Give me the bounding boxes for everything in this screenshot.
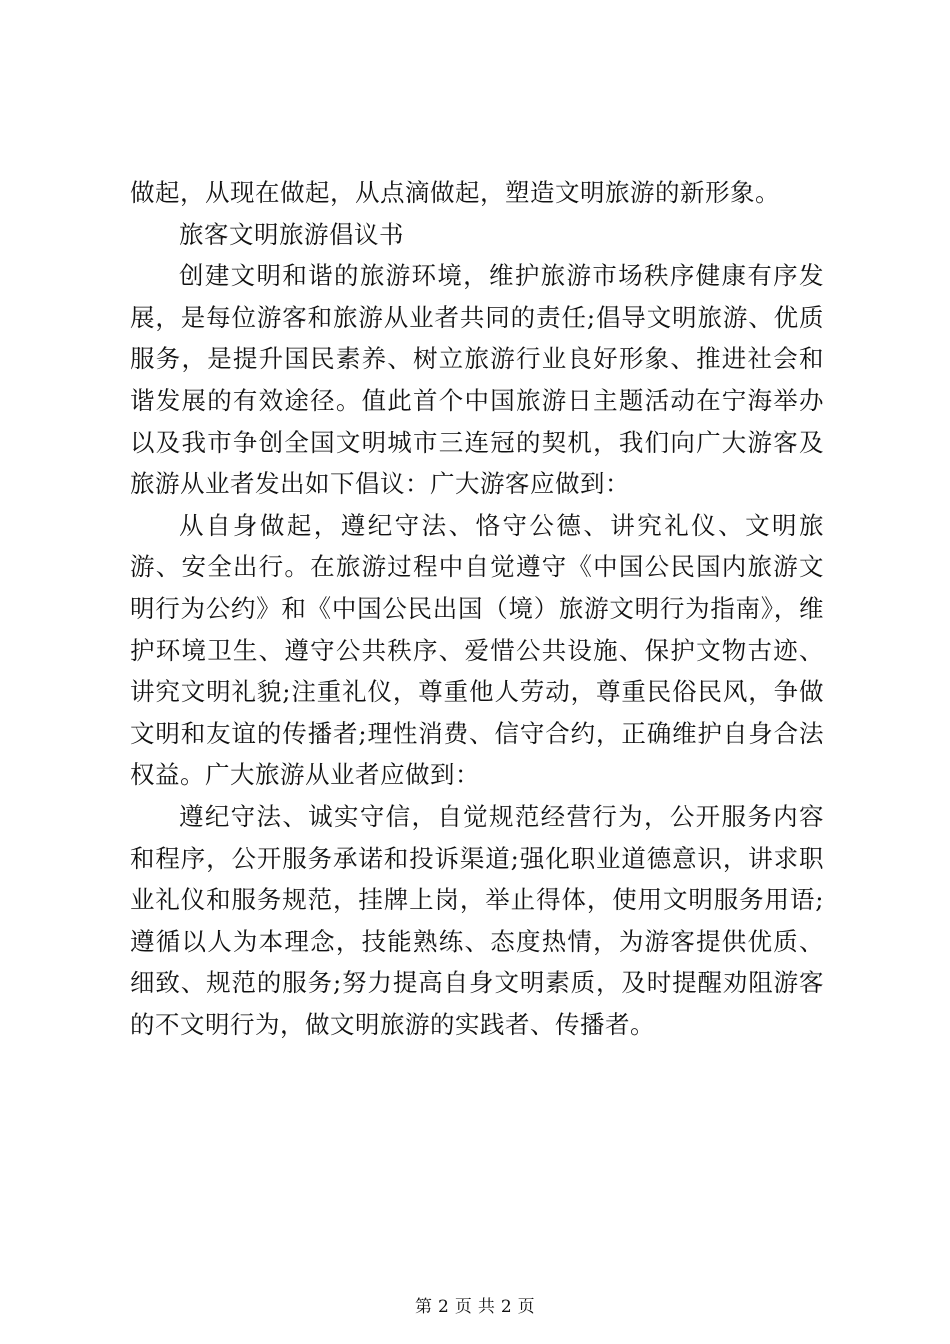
document-body (130, 172, 824, 1045)
paragraph-tourists: 从自身做起，遵纪守法、恪守公德、讲究礼仪、文明旅游、安全出行。在旅游过程中自觉遵守《中国公民国内旅游文明行为公约》和《中国公民出国（境）旅游文明行为指南》，维护环境卫生、遵守公共秩序、爱惜公共设施、保护文物古迹、讲究文明礼貌;注重礼仪，尊重他人劳动，尊重民俗民风，争做文明和友谊的传播者;理性消费、信守合约，正确维护自身合法权益。广大旅游从业者应做到： (130, 510, 824, 790)
paragraph-intro: 创建文明和谐的旅游环境，维护旅游市场秩序健康有序发展，是每位游客和旅游从业者共同的责任;倡导文明旅游、优质服务，是提升国民素养、树立旅游行业良好形象、推进社会和谐发展的有效途径。值此首个中国旅游日主题活动在宁海举办以及我市争创全国文明城市三连冠的契机，我们向广大游客及旅游从业者发出如下倡议：广大游客应做到： (130, 261, 824, 499)
document-heading: 旅客文明旅游倡议书 (179, 219, 404, 249)
paragraph-practitioners: 遵纪守法、诚实守信，自觉规范经营行为，公开服务内容和程序，公开服务承诺和投诉渠道;强化职业道德意识，讲求职业礼仪和服务规范，挂牌上岗，举止得体，使用文明服务用语;遵循以人为本理念，技能熟练、态度热情，为游客提供优质、细致、规范的服务;努力提高自身文明素质，及时提醒劝阻游客的不文明行为，做文明旅游的实践者、传播者。 (130, 801, 824, 1039)
paragraph-continuation: 做起，从现在做起，从点滴做起，塑造文明旅游的新形象。 (130, 178, 780, 207)
page-number-footer: 第 2 页 共 2 页 (415, 1297, 535, 1317)
